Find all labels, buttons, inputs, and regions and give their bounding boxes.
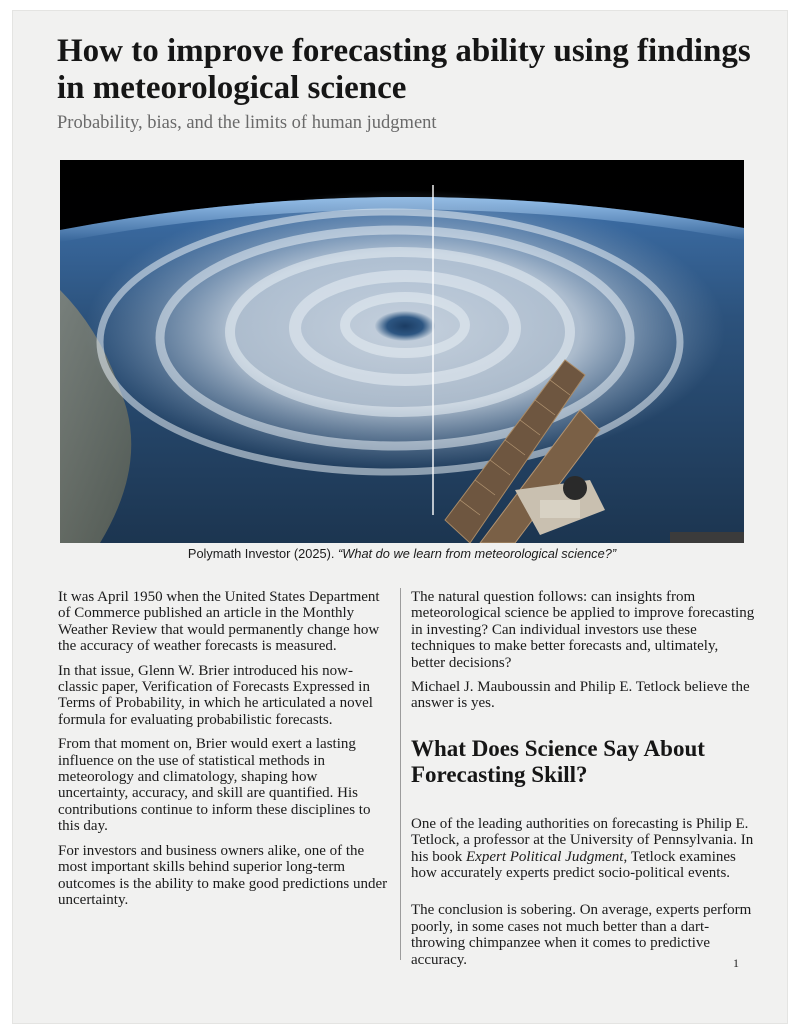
left-column	[58, 589, 388, 916]
paragraph-text: , Tetlock examines how accurately experts predict socio-political events.	[411, 848, 736, 882]
paragraph: The natural question follows: can insights from meteorological science be applied to improve forecasting in investing? Can individual investors use these techniques to make better forecasts and, ultimately, better decisions?	[411, 589, 755, 671]
paragraph: Michael J. Mauboussin and Philip E. Tetlock believe the answer is yes.	[411, 679, 750, 712]
article-subtitle: Probability, bias, and the limits of human judgment	[57, 113, 437, 133]
book-title: Expert Political Judgment	[466, 848, 624, 865]
section-heading: What Does Science Say About Forecasting Skill?	[411, 735, 705, 787]
hurricane-satellite-image	[60, 160, 744, 543]
paragraph: It was April 1950 when the United States Department of Commerce published an article in the Monthly Weather Review that would permanently change how the accuracy of weather forecasts is measured.	[58, 589, 380, 655]
column-divider	[400, 588, 401, 960]
caption-source: Polymath Investor (2025).	[187, 546, 338, 561]
paragraph-text: One of the leading authorities on forecasting is Philip E. Tetlock, a professor at the University of Pennsylvania. In his book	[411, 815, 754, 865]
paragraph: For investors and business owners alike, one of the most important skills behind superior long-term outcomes is the ability to make good predictions under uncertainty.	[58, 842, 388, 908]
paragraph: From that moment on, Brier would exert a lasting influence on the use of statistical methods in meteorology and climatology, shaping how uncertainty, accuracy, and skill are quantified. His contributions continue to inform these disciplines to this day.	[58, 736, 371, 835]
image-caption	[60, 546, 744, 561]
hero-image	[60, 160, 744, 543]
right-column	[411, 589, 756, 976]
paragraph: In that issue, Glenn W. Brier introduced his now-classic paper, Verification of Forecasts Expressed in Terms of Probability, in which he articulated a novel formula for evaluating probabilistic forecasts.	[58, 662, 373, 728]
caption-quote: “What do we learn from meteorological science?”	[337, 546, 617, 561]
page-number: 1	[733, 956, 739, 970]
paragraph: The conclusion is sobering. On average, experts perform poorly, in some cases not much better than a dart-throwing chimpanzee when it comes to predictive accuracy.	[411, 902, 752, 968]
article-title: How to improve forecasting ability using findings in meteorological science	[57, 33, 751, 106]
paragraph	[411, 816, 756, 882]
